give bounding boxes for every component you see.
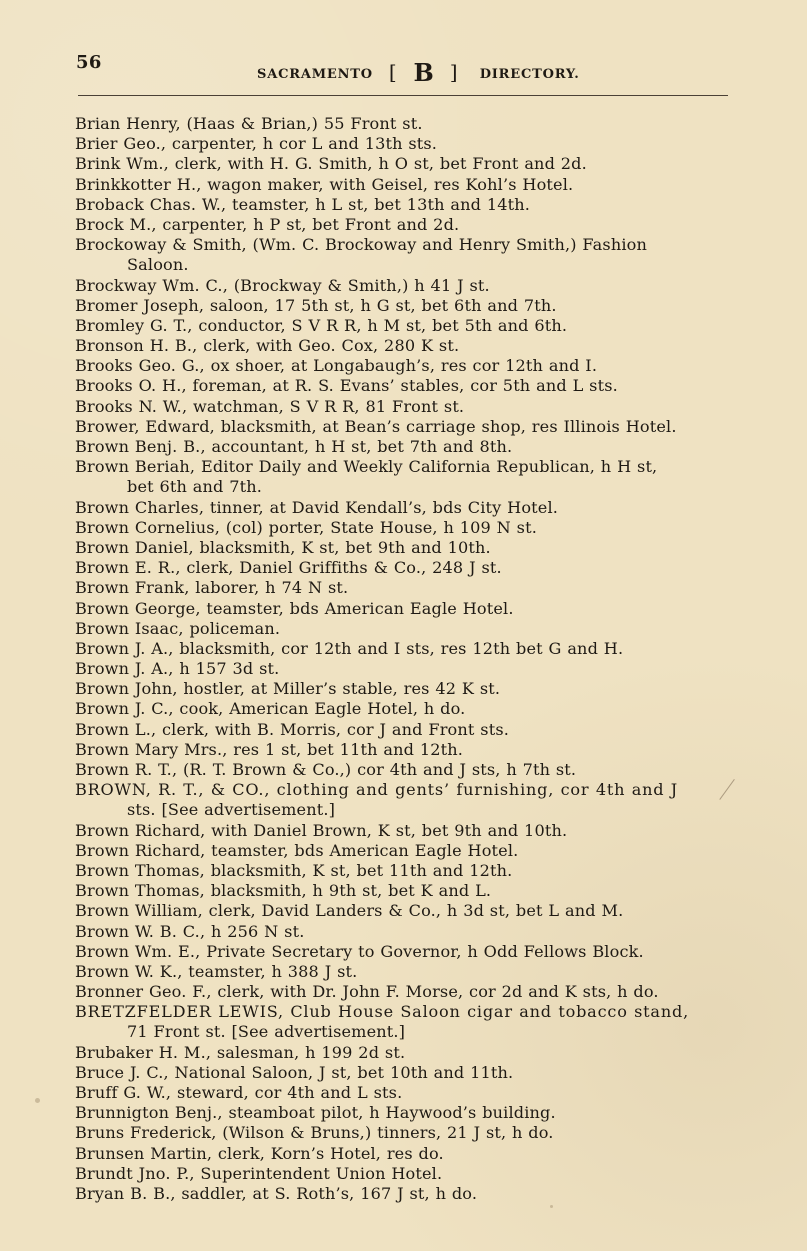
page-number: 56 [76, 52, 102, 73]
left-bracket: [ [388, 60, 398, 84]
directory-entry: Bruns Frederick, (Wilson & Bruns,) tinners, 21 J st, h do. [75, 1123, 554, 1143]
section-letter: B [413, 58, 434, 87]
directory-entry: Brunsen Martin, clerk, Korn’s Hotel, res do. [75, 1143, 444, 1163]
city-title: SACRAMENTO [257, 67, 373, 82]
directory-entry: Brier Geo., carpenter, h cor L and 13th sts. [75, 134, 438, 154]
directory-entry: Brown J. A., h 157 3d st. [75, 659, 280, 679]
directory-entry: Brown John, hostler, at Miller’s stable, res 42 K st. [75, 679, 501, 699]
directory-entry-display: BROWN, R. T., & CO., clothing and gents’ furnishing, cor 4th and J [75, 780, 679, 800]
paper-spot [35, 1098, 40, 1103]
directory-entry: Brown L., clerk, with B. Morris, cor J and Front sts. [75, 719, 509, 739]
directory-entry-continuation: sts. [See advertisement.] [127, 800, 336, 820]
directory-entry: Brown R. T., (R. T. Brown & Co.,) cor 4th and J sts, h 7th st. [75, 760, 577, 779]
directory-entry: Bruff G. W., steward, cor 4th and L sts. [75, 1083, 403, 1102]
directory-entry: Brown W. K., teamster, h 388 J st. [75, 961, 358, 981]
directory-entry: Brown Beriah, Editor Daily and Weekly California Republican, h H st, [75, 457, 658, 477]
directory-entry: Brown Cornelius, (col) porter, State House, h 109 N st. [75, 517, 537, 537]
directory-entry: Brown W. B. C., h 256 N st. [75, 921, 305, 941]
directory-entry: Brown William, clerk, David Landers & Co., h 3d st, bet L and M. [75, 901, 624, 921]
directory-entry: Bromer Joseph, saloon, 17 5th st, h G st, bet 6th and 7th. [75, 295, 557, 315]
directory-entry: Brown J. C., cook, American Eagle Hotel, h do. [75, 699, 466, 719]
directory-entry: Brown Isaac, policeman. [75, 618, 281, 638]
directory-entry: Brubaker H. M., salesman, h 199 2d st. [75, 1042, 406, 1062]
directory-entry: Bronner Geo. F., clerk, with Dr. John F. Morse, cor 2d and K sts, h do. [75, 982, 659, 1002]
directory-entry: Brundt Jno. P., Superintendent Union Hotel. [75, 1163, 443, 1183]
directory-entry: Brown Daniel, blacksmith, K st, bet 9th and 10th. [75, 537, 491, 557]
directory-entry: Brooks Geo. G., ox shoer, at Longabaugh’s, res cor 12th and I. [75, 356, 598, 376]
directory-entry: Brown Wm. E., Private Secretary to Governor, h Odd Fellows Block. [75, 941, 644, 961]
directory-entry-continuation: bet 6th and 7th. [127, 477, 263, 497]
directory-entry: Bromley G. T., conductor, S V R R, h M st, bet 5th and 6th. [75, 315, 568, 335]
page-header [76, 49, 729, 87]
directory-entry: Brooks O. H., foreman, at R. S. Evans’ stables, cor 5th and L sts. [75, 376, 618, 396]
directory-entry: Brown Richard, teamster, bds American Eagle Hotel. [75, 840, 519, 860]
paper-spot [550, 1205, 553, 1208]
right-bracket: ] [449, 60, 459, 84]
directory-entry: Brockway Wm. C., (Brockway & Smith,) h 41 J st. [75, 275, 490, 295]
directory-entry: Brock M., carpenter, h P st, bet Front and 2d. [75, 214, 460, 234]
directory-entry: Brink Wm., clerk, with H. G. Smith, h O st, bet Front and 2d. [75, 154, 587, 174]
directory-entry: Brunnigton Benj., steamboat pilot, h Haywood’s building. [75, 1103, 556, 1123]
directory-entry: Brown George, teamster, bds American Eagle Hotel. [75, 598, 514, 618]
directory-entry: Brown Benj. B., accountant, h H st, bet 7th and 8th. [75, 437, 513, 456]
directory-entry: Brockoway & Smith, (Wm. C. Brockoway and Henry Smith,) Fashion [75, 235, 647, 255]
directory-entry: Brooks N. W., watchman, S V R R, 81 Front st. [75, 396, 465, 416]
directory-entry: Brown Frank, laborer, h 74 N st. [75, 578, 349, 598]
directory-entry: Bryan B. B., saddler, at S. Roth’s, 167 J st, h do. [75, 1183, 478, 1203]
directory-entry: Brown J. A., blacksmith, cor 12th and I sts, res 12th bet G and H. [75, 638, 624, 658]
directory-entry: Brown Thomas, blacksmith, K st, bet 11th and 12th. [75, 860, 513, 880]
directory-entry: Brinkkotter H., wagon maker, with Geisel, res Kohl’s Hotel. [75, 174, 574, 194]
directory-entry-continuation: 71 Front st. [See advertisement.] [127, 1022, 406, 1042]
directory-entry: Brower, Edward, blacksmith, at Bean’s carriage shop, res Illinois Hotel. [75, 416, 677, 436]
header-rule [78, 95, 728, 96]
directory-entry-continuation: Saloon. [127, 255, 189, 275]
directory-entry: Brian Henry, (Haas & Brian,) 55 Front st. [75, 114, 423, 133]
directory-entry: Brown Mary Mrs., res 1 st, bet 11th and 12th. [75, 739, 464, 759]
directory-entry: Bruce J. C., National Saloon, J st, bet 10th and 11th. [75, 1062, 514, 1082]
directory-entry: Brown Thomas, blacksmith, h 9th st, bet K and L. [75, 881, 492, 901]
directory-title: DIRECTORY. [479, 67, 580, 82]
directory-entries [75, 114, 731, 1204]
directory-entry-display: BRETZFELDER LEWIS, Club House Saloon cigar and tobacco stand, [75, 1002, 690, 1022]
running-head [257, 55, 580, 87]
directory-entry: Brown Richard, with Daniel Brown, K st, bet 9th and 10th. [75, 820, 568, 840]
directory-entry: Brown Charles, tinner, at David Kendall’s, bds City Hotel. [75, 497, 559, 517]
directory-entry: Bronson H. B., clerk, with Geo. Cox, 280 K st. [75, 336, 460, 356]
directory-entry: Broback Chas. W., teamster, h L st, bet 13th and 14th. [75, 194, 531, 214]
directory-entry: Brown E. R., clerk, Daniel Griffiths & Co., 248 J st. [75, 558, 502, 578]
